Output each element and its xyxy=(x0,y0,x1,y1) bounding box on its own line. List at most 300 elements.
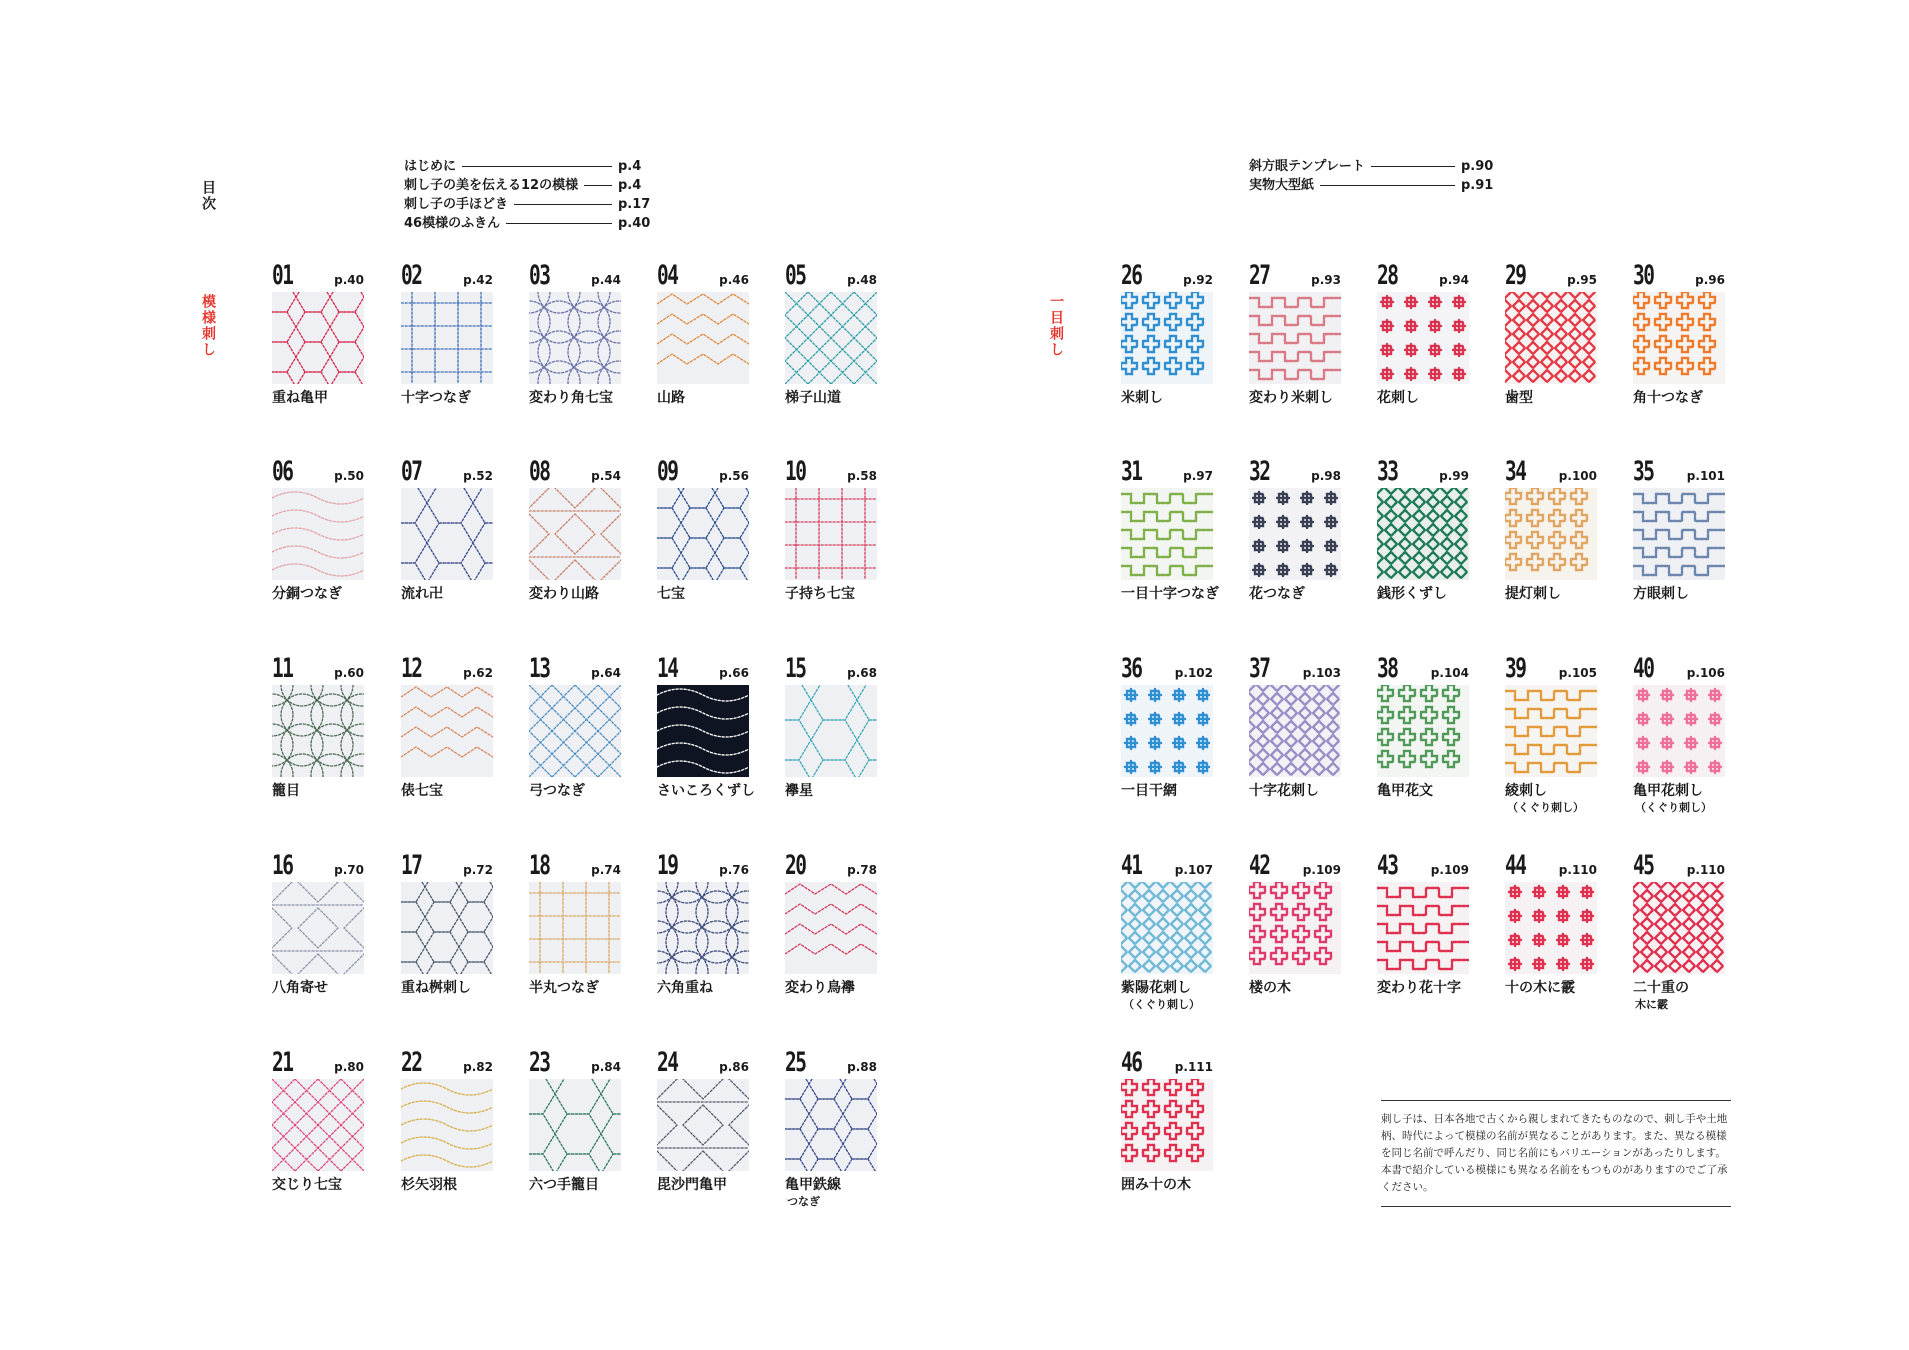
pattern-swatch xyxy=(401,685,493,777)
pattern-page-ref: p.107 xyxy=(1174,863,1213,877)
pattern-swatch xyxy=(401,488,493,580)
pattern-header xyxy=(785,651,877,683)
pattern-number: 27 xyxy=(1249,260,1270,291)
pattern-card[interactable] xyxy=(272,454,364,603)
pattern-number: 11 xyxy=(272,653,293,684)
pattern-card[interactable] xyxy=(1121,848,1213,1012)
pattern-header xyxy=(785,1045,877,1077)
pattern-swatch xyxy=(529,882,621,974)
pattern-swatch xyxy=(272,488,364,580)
pattern-number: 34 xyxy=(1505,456,1526,487)
pattern-card[interactable] xyxy=(1249,651,1341,800)
pattern-header xyxy=(1505,454,1597,486)
pattern-swatch xyxy=(1633,882,1725,974)
pattern-page-ref: p.80 xyxy=(334,1060,364,1074)
pattern-card[interactable] xyxy=(657,651,755,800)
pattern-name: 歯型 xyxy=(1505,390,1533,406)
pattern-number: 13 xyxy=(529,653,550,684)
pattern-page-ref: p.72 xyxy=(463,863,493,877)
pattern-swatch xyxy=(657,488,749,580)
pattern-number: 30 xyxy=(1633,260,1654,291)
pattern-number: 20 xyxy=(785,850,806,881)
pattern-card[interactable] xyxy=(401,258,493,407)
swatch-fabric xyxy=(401,292,493,384)
pattern-number: 01 xyxy=(272,260,293,291)
pattern-card[interactable] xyxy=(785,258,877,407)
pattern-name: 毘沙門亀甲 xyxy=(657,1177,727,1193)
pattern-swatch xyxy=(1505,685,1597,777)
pattern-page-ref: p.102 xyxy=(1174,666,1213,680)
pattern-name: 襷星 xyxy=(785,783,813,799)
pattern-card[interactable] xyxy=(1249,454,1341,603)
pattern-name: 提灯刺し xyxy=(1505,586,1561,602)
pattern-card[interactable] xyxy=(1249,848,1341,997)
swatch-fabric xyxy=(785,882,877,974)
pattern-page-ref: p.88 xyxy=(847,1060,877,1074)
pattern-page-ref: p.109 xyxy=(1302,863,1341,877)
pattern-card[interactable] xyxy=(1505,258,1597,407)
toc-entry-page: p.90 xyxy=(1461,159,1494,174)
pattern-card[interactable] xyxy=(529,651,621,800)
pattern-header xyxy=(657,848,749,880)
pattern-swatch xyxy=(401,292,493,384)
pattern-number: 43 xyxy=(1377,850,1398,881)
toc-entry[interactable] xyxy=(404,195,650,214)
pattern-name: 俵七宝 xyxy=(401,783,443,799)
pattern-card[interactable] xyxy=(785,1045,877,1209)
pattern-swatch xyxy=(1633,685,1725,777)
swatch-fabric xyxy=(785,488,877,580)
toc-entry[interactable] xyxy=(1249,157,1493,176)
section-label-hitomezashi: 一目刺し xyxy=(1048,294,1064,358)
pattern-header xyxy=(1633,258,1725,290)
pattern-swatch xyxy=(1505,882,1597,974)
pattern-number: 41 xyxy=(1121,850,1142,881)
toc-entry-page: p.91 xyxy=(1461,178,1494,193)
toc-entry[interactable] xyxy=(404,176,650,195)
pattern-name: 楼の木 xyxy=(1249,980,1291,996)
swatch-fabric xyxy=(272,882,364,974)
pattern-card[interactable] xyxy=(657,258,749,407)
pattern-number: 44 xyxy=(1505,850,1526,881)
pattern-number: 07 xyxy=(401,456,422,487)
pattern-header xyxy=(1505,258,1597,290)
pattern-name: 囲み十の木 xyxy=(1121,1177,1191,1193)
pattern-number: 02 xyxy=(401,260,422,291)
pattern-card[interactable] xyxy=(1121,258,1213,407)
toc-right xyxy=(1249,157,1493,195)
pattern-number: 29 xyxy=(1505,260,1526,291)
pattern-name: 亀甲花文 xyxy=(1377,783,1433,799)
section-label-moyozashi: 模様刺し xyxy=(200,294,216,358)
pattern-card[interactable] xyxy=(785,848,877,997)
pattern-name: 八角寄せ xyxy=(272,980,328,996)
pattern-page-ref: p.40 xyxy=(334,273,364,287)
swatch-fabric xyxy=(401,685,493,777)
pattern-header xyxy=(1121,258,1213,290)
swatch-fabric xyxy=(529,1079,621,1171)
swatch-fabric xyxy=(785,1079,877,1171)
pattern-header xyxy=(401,1045,493,1077)
pattern-name: 十字つなぎ xyxy=(401,390,471,406)
pattern-card[interactable] xyxy=(529,1045,621,1194)
pattern-card[interactable] xyxy=(1121,454,1219,603)
pattern-name: 重ね桝刺し xyxy=(401,980,471,996)
pattern-swatch xyxy=(401,1079,493,1171)
pattern-card[interactable] xyxy=(272,258,364,407)
pattern-card[interactable] xyxy=(529,258,621,407)
pattern-swatch xyxy=(785,488,877,580)
pattern-name: 紫陽花刺し xyxy=(1121,980,1191,996)
pattern-name: 分銅つなぎ xyxy=(272,586,342,602)
pattern-name: 七宝 xyxy=(657,586,685,602)
pattern-swatch xyxy=(529,685,621,777)
pattern-swatch xyxy=(1505,292,1597,384)
pattern-header xyxy=(1121,651,1213,683)
pattern-card[interactable] xyxy=(1633,454,1725,603)
pattern-name: 弓つなぎ xyxy=(529,783,585,799)
pattern-swatch xyxy=(785,1079,877,1171)
pattern-name: 二十重の xyxy=(1633,980,1689,996)
pattern-number: 26 xyxy=(1121,260,1142,291)
pattern-name: 子持ち七宝 xyxy=(785,586,855,602)
pattern-number: 31 xyxy=(1121,456,1142,487)
pattern-swatch xyxy=(785,882,877,974)
toc-entry-label: 刺し子の手ほどき xyxy=(404,197,509,212)
pattern-header xyxy=(1121,848,1213,880)
pattern-card[interactable] xyxy=(1377,848,1469,997)
pattern-header xyxy=(1249,258,1341,290)
pattern-swatch xyxy=(529,1079,621,1171)
pattern-number: 46 xyxy=(1121,1047,1142,1078)
pattern-page-ref: p.52 xyxy=(463,469,493,483)
pattern-number: 32 xyxy=(1249,456,1270,487)
pattern-header xyxy=(657,651,749,683)
pattern-number: 14 xyxy=(657,653,678,684)
pattern-page-ref: p.76 xyxy=(719,863,749,877)
pattern-page-ref: p.78 xyxy=(847,863,877,877)
pattern-page-ref: p.44 xyxy=(591,273,621,287)
pattern-card[interactable] xyxy=(1505,651,1597,815)
pattern-name: 交じり七宝 xyxy=(272,1177,342,1193)
pattern-swatch xyxy=(657,292,749,384)
pattern-card[interactable] xyxy=(1633,258,1725,407)
pattern-swatch xyxy=(1249,488,1341,580)
toc-entry-label: 刺し子の美を伝える12の模様 xyxy=(404,178,579,193)
pattern-card[interactable] xyxy=(1377,258,1469,407)
pattern-number: 35 xyxy=(1633,456,1654,487)
pattern-page-ref: p.96 xyxy=(1695,273,1725,287)
pattern-name-sub: つなぎ xyxy=(787,1195,820,1208)
pattern-number: 09 xyxy=(657,456,678,487)
pattern-swatch xyxy=(529,488,621,580)
pattern-number: 28 xyxy=(1377,260,1398,291)
toc-entry-page: p.40 xyxy=(618,216,651,231)
pattern-header xyxy=(272,848,364,880)
pattern-card[interactable] xyxy=(401,651,493,800)
pattern-number: 37 xyxy=(1249,653,1270,684)
pattern-swatch xyxy=(1121,882,1213,974)
pattern-page-ref: p.46 xyxy=(719,273,749,287)
pattern-card[interactable] xyxy=(785,454,877,603)
pattern-name: 変わり鳥襷 xyxy=(785,980,855,996)
swatch-fabric xyxy=(401,882,493,974)
pattern-card[interactable] xyxy=(1121,651,1213,800)
pattern-name: 変わり米刺し xyxy=(1249,390,1333,406)
swatch-fabric xyxy=(529,882,621,974)
pattern-number: 21 xyxy=(272,1047,293,1078)
pattern-card[interactable] xyxy=(401,1045,493,1194)
pattern-page-ref: p.93 xyxy=(1311,273,1341,287)
pattern-card[interactable] xyxy=(1377,454,1469,603)
pattern-header xyxy=(1249,454,1341,486)
toc-leader-line xyxy=(1320,185,1455,186)
pattern-number: 15 xyxy=(785,653,806,684)
pattern-header xyxy=(529,258,621,290)
pattern-page-ref: p.86 xyxy=(719,1060,749,1074)
pattern-header xyxy=(401,454,493,486)
pattern-page-ref: p.70 xyxy=(334,863,364,877)
pattern-name: 花つなぎ xyxy=(1249,586,1305,602)
pattern-header xyxy=(657,454,749,486)
pattern-page-ref: p.110 xyxy=(1686,863,1725,877)
pattern-header xyxy=(529,1045,621,1077)
pattern-name: 米刺し xyxy=(1121,390,1163,406)
toc-leader-line xyxy=(1371,166,1455,167)
swatch-fabric xyxy=(657,1079,749,1171)
pattern-swatch xyxy=(1505,488,1597,580)
pattern-name: 梯子山道 xyxy=(785,390,841,406)
pattern-header xyxy=(401,848,493,880)
swatch-fabric xyxy=(272,292,364,384)
pattern-number: 05 xyxy=(785,260,806,291)
swatch-fabric xyxy=(657,488,749,580)
pattern-header xyxy=(785,848,877,880)
pattern-number: 03 xyxy=(529,260,550,291)
pattern-header xyxy=(529,848,621,880)
toc-entry-label: 斜方眼テンプレート xyxy=(1249,159,1365,174)
pattern-swatch xyxy=(1633,488,1725,580)
pattern-swatch xyxy=(785,292,877,384)
pattern-number: 22 xyxy=(401,1047,422,1078)
pattern-name-sub: （くぐり刺し） xyxy=(1635,801,1712,814)
pattern-card[interactable] xyxy=(272,1045,364,1194)
pattern-name: 流れ卍 xyxy=(401,586,443,602)
pattern-swatch xyxy=(1377,488,1469,580)
pattern-page-ref: p.66 xyxy=(719,666,749,680)
swatch-fabric xyxy=(657,292,749,384)
toc-entry-page: p.4 xyxy=(618,178,642,193)
toc-leader-line xyxy=(462,166,612,167)
toc-entry-label: 実物大型紙 xyxy=(1249,178,1315,193)
pattern-card[interactable] xyxy=(1633,651,1725,815)
pattern-card[interactable] xyxy=(272,651,364,800)
pattern-page-ref: p.58 xyxy=(847,469,877,483)
pattern-card[interactable] xyxy=(785,651,877,800)
pattern-page-ref: p.94 xyxy=(1439,273,1469,287)
pattern-header xyxy=(1633,454,1725,486)
pattern-number: 39 xyxy=(1505,653,1526,684)
pattern-name: 十字花刺し xyxy=(1249,783,1319,799)
pattern-card[interactable] xyxy=(1249,258,1341,407)
pattern-number: 10 xyxy=(785,456,806,487)
pattern-name: 綾刺し xyxy=(1505,783,1547,799)
pattern-swatch xyxy=(272,882,364,974)
pattern-name-sub: （くぐり刺し） xyxy=(1123,998,1200,1011)
toc-side-label: 目次 xyxy=(200,180,216,212)
pattern-header xyxy=(272,1045,364,1077)
pattern-page-ref: p.60 xyxy=(334,666,364,680)
pattern-header xyxy=(1633,651,1725,683)
pattern-number: 25 xyxy=(785,1047,806,1078)
pattern-name: さいころくずし xyxy=(657,783,755,799)
pattern-header xyxy=(1505,651,1597,683)
pattern-swatch xyxy=(1121,685,1213,777)
pattern-number: 42 xyxy=(1249,850,1270,881)
pattern-number: 36 xyxy=(1121,653,1142,684)
pattern-header xyxy=(1249,651,1341,683)
pattern-number: 24 xyxy=(657,1047,678,1078)
pattern-name: 重ね亀甲 xyxy=(272,390,328,406)
pattern-header xyxy=(272,454,364,486)
pattern-number: 40 xyxy=(1633,653,1654,684)
pattern-swatch xyxy=(657,685,749,777)
pattern-card[interactable] xyxy=(657,1045,749,1194)
pattern-header xyxy=(785,454,877,486)
pattern-page-ref: p.50 xyxy=(334,469,364,483)
toc-entry[interactable] xyxy=(404,214,650,233)
pattern-swatch xyxy=(1377,882,1469,974)
pattern-card[interactable] xyxy=(657,454,749,603)
pattern-name-sub: （くぐり刺し） xyxy=(1507,801,1584,814)
pattern-header xyxy=(1377,454,1469,486)
pattern-page-ref: p.98 xyxy=(1311,469,1341,483)
toc-entry[interactable] xyxy=(1249,176,1493,195)
pattern-swatch xyxy=(529,292,621,384)
pattern-card[interactable] xyxy=(1505,454,1597,603)
toc-leader-line xyxy=(514,204,612,205)
pattern-header xyxy=(529,651,621,683)
swatch-fabric xyxy=(401,488,493,580)
pattern-page-ref: p.54 xyxy=(591,469,621,483)
pattern-number: 04 xyxy=(657,260,678,291)
pattern-page-ref: p.48 xyxy=(847,273,877,287)
pattern-name: 杉矢羽根 xyxy=(401,1177,457,1193)
pattern-page-ref: p.64 xyxy=(591,666,621,680)
pattern-header xyxy=(1121,454,1213,486)
pattern-card[interactable] xyxy=(1633,848,1725,1012)
pattern-number: 38 xyxy=(1377,653,1398,684)
pattern-name: 銭形くずし xyxy=(1377,586,1447,602)
pattern-card[interactable] xyxy=(401,848,493,997)
pattern-swatch xyxy=(272,1079,364,1171)
pattern-page-ref: p.106 xyxy=(1686,666,1725,680)
toc-entry-label: 46模様のふきん xyxy=(404,216,501,231)
pattern-swatch xyxy=(1121,292,1213,384)
pattern-card[interactable] xyxy=(529,454,621,603)
swatch-fabric xyxy=(785,685,877,777)
pattern-number: 06 xyxy=(272,456,293,487)
pattern-number: 18 xyxy=(529,850,550,881)
pattern-page-ref: p.74 xyxy=(591,863,621,877)
pattern-swatch xyxy=(657,1079,749,1171)
pattern-header xyxy=(1377,651,1469,683)
pattern-name: 籠目 xyxy=(272,783,300,799)
pattern-card[interactable] xyxy=(529,848,621,997)
pattern-number: 17 xyxy=(401,850,422,881)
pattern-page-ref: p.111 xyxy=(1174,1060,1213,1074)
pattern-card[interactable] xyxy=(657,848,749,997)
pattern-name: 十の木に霰 xyxy=(1505,980,1575,996)
pattern-header xyxy=(401,258,493,290)
pattern-page-ref: p.68 xyxy=(847,666,877,680)
toc-entry-page: p.4 xyxy=(618,159,642,174)
pattern-card[interactable] xyxy=(401,454,493,603)
pattern-page-ref: p.56 xyxy=(719,469,749,483)
pattern-page-ref: p.110 xyxy=(1558,863,1597,877)
pattern-name: 一目干網 xyxy=(1121,783,1177,799)
pattern-name: 亀甲鉄線 xyxy=(785,1177,841,1193)
pattern-page-ref: p.100 xyxy=(1558,469,1597,483)
pattern-header xyxy=(401,651,493,683)
toc-entry[interactable] xyxy=(404,157,650,176)
pattern-number: 08 xyxy=(529,456,550,487)
pattern-swatch xyxy=(1249,685,1341,777)
pattern-swatch xyxy=(1249,292,1341,384)
pattern-name: 半丸つなぎ xyxy=(529,980,599,996)
pattern-header xyxy=(1633,848,1725,880)
pattern-name: 六つ手籠目 xyxy=(529,1177,599,1193)
naming-note: 刺し子は、日本各地で古くから親しまれてきたものなので、刺し手や土地柄、時代によって模様の名前が異なることがあります。また、異なる模様を同じ名前で呼んだり、同じ名前にもバリエーションがあったりします。本書で紹介している模様にも異なる名前をもつものがありますのでご了承ください。 xyxy=(1381,1100,1731,1207)
pattern-name: 山路 xyxy=(657,390,685,406)
pattern-swatch xyxy=(1249,882,1341,974)
pattern-header xyxy=(1377,258,1469,290)
pattern-name: 花刺し xyxy=(1377,390,1419,406)
toc-left xyxy=(404,157,650,233)
pattern-page-ref: p.104 xyxy=(1430,666,1469,680)
pattern-number: 12 xyxy=(401,653,422,684)
toc-entry-label: はじめに xyxy=(404,159,457,174)
pattern-card[interactable] xyxy=(272,848,364,997)
pattern-page-ref: p.97 xyxy=(1183,469,1213,483)
pattern-name: 亀甲花刺し xyxy=(1633,783,1703,799)
pattern-name: 変わり角七宝 xyxy=(529,390,613,406)
pattern-swatch xyxy=(1377,685,1469,777)
pattern-card[interactable] xyxy=(1505,848,1597,997)
pattern-swatch xyxy=(1121,1079,1213,1171)
pattern-header xyxy=(529,454,621,486)
pattern-header xyxy=(1505,848,1597,880)
pattern-page-ref: p.92 xyxy=(1183,273,1213,287)
pattern-swatch xyxy=(1121,488,1213,580)
pattern-card[interactable] xyxy=(1377,651,1469,800)
pattern-page-ref: p.109 xyxy=(1430,863,1469,877)
pattern-number: 23 xyxy=(529,1047,550,1078)
pattern-header xyxy=(272,258,364,290)
pattern-page-ref: p.82 xyxy=(463,1060,493,1074)
toc-leader-line xyxy=(584,185,612,186)
pattern-name: 六角重ね xyxy=(657,980,713,996)
pattern-page-ref: p.101 xyxy=(1686,469,1725,483)
pattern-header xyxy=(785,258,877,290)
pattern-swatch xyxy=(1377,292,1469,384)
pattern-header xyxy=(1377,848,1469,880)
pattern-card[interactable] xyxy=(1121,1045,1213,1194)
pattern-name-sub: 木に霰 xyxy=(1635,998,1668,1011)
toc-leader-line xyxy=(506,223,612,224)
pattern-page-ref: p.42 xyxy=(463,273,493,287)
pattern-number: 33 xyxy=(1377,456,1398,487)
